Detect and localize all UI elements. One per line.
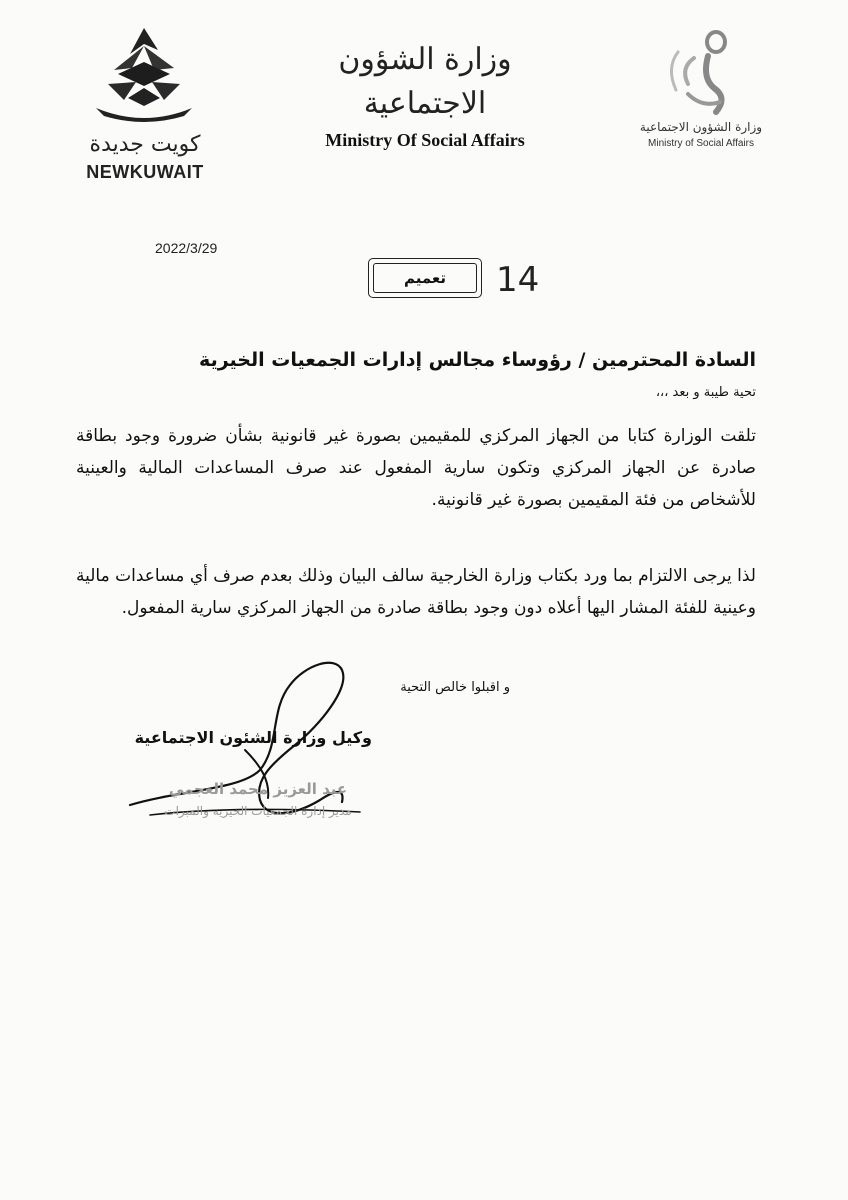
ministry-name-arabic: وزارة الشؤون الاجتماعية xyxy=(338,42,512,121)
signatory-title: وكيل وزارة الشئون الاجتماعية xyxy=(134,728,372,747)
circular-label: تعميم xyxy=(373,263,477,293)
paragraph-2: لذا يرجى الالتزام بما ورد بكتاب وزارة الخارجية سالف البيان وذلك بعدم صرف أي مساعدات مالية وعينية للفئة المشار اليها أعلاه دون وجود بطاقة صادرة من الجهاز المركزي سارية المفعول. xyxy=(76,566,756,618)
new-kuwait-latin-text: NEWKUWAIT xyxy=(86,162,204,182)
ministry-logo-arabic: وزارة الشؤون الاجتماعية xyxy=(639,120,763,134)
circular-number: 14 xyxy=(496,260,540,300)
addressee-line: السادة المحترمين / رؤوساء مجالس إدارات الجمعيات الخيرية xyxy=(199,349,756,371)
stamp-name: عبد العزيز محمد العجمي xyxy=(168,780,348,798)
circular-label-box xyxy=(368,258,482,298)
greeting-line: تحية طيبة و بعد ،،، xyxy=(655,385,756,400)
official-stamp xyxy=(148,780,368,818)
new-kuwait-arabic-text: كويت جديدة xyxy=(89,132,201,157)
ministry-heading xyxy=(290,38,560,151)
closing-line: و اقبلوا خالص التحية xyxy=(400,680,510,695)
ministry-name-english: Ministry Of Social Affairs xyxy=(325,130,525,150)
stamp-title: مدير إدارة الجمعيات الخيرية والمبرات xyxy=(164,804,352,818)
new-kuwait-logo xyxy=(70,24,220,182)
ministry-logo-english: Ministry of Social Affairs xyxy=(648,138,754,149)
paragraph-1: تلقت الوزارة كتابا من الجهاز المركزي للمقيمين بصورة غير قانونية بشأن ضرورة وجود بطاقة صادرة عن الجهاز المركزي وتكون سارية المفعول عند صرف المساعدات المالية والعينية للأشخاص من فئة المقيمين بصورة غير قانونية. xyxy=(76,426,756,510)
new-kuwait-emblem-icon xyxy=(88,24,200,128)
ministry-emblem-icon xyxy=(658,28,744,116)
ministry-logo xyxy=(636,28,766,158)
letter-date: 2022/3/29 xyxy=(155,240,218,256)
